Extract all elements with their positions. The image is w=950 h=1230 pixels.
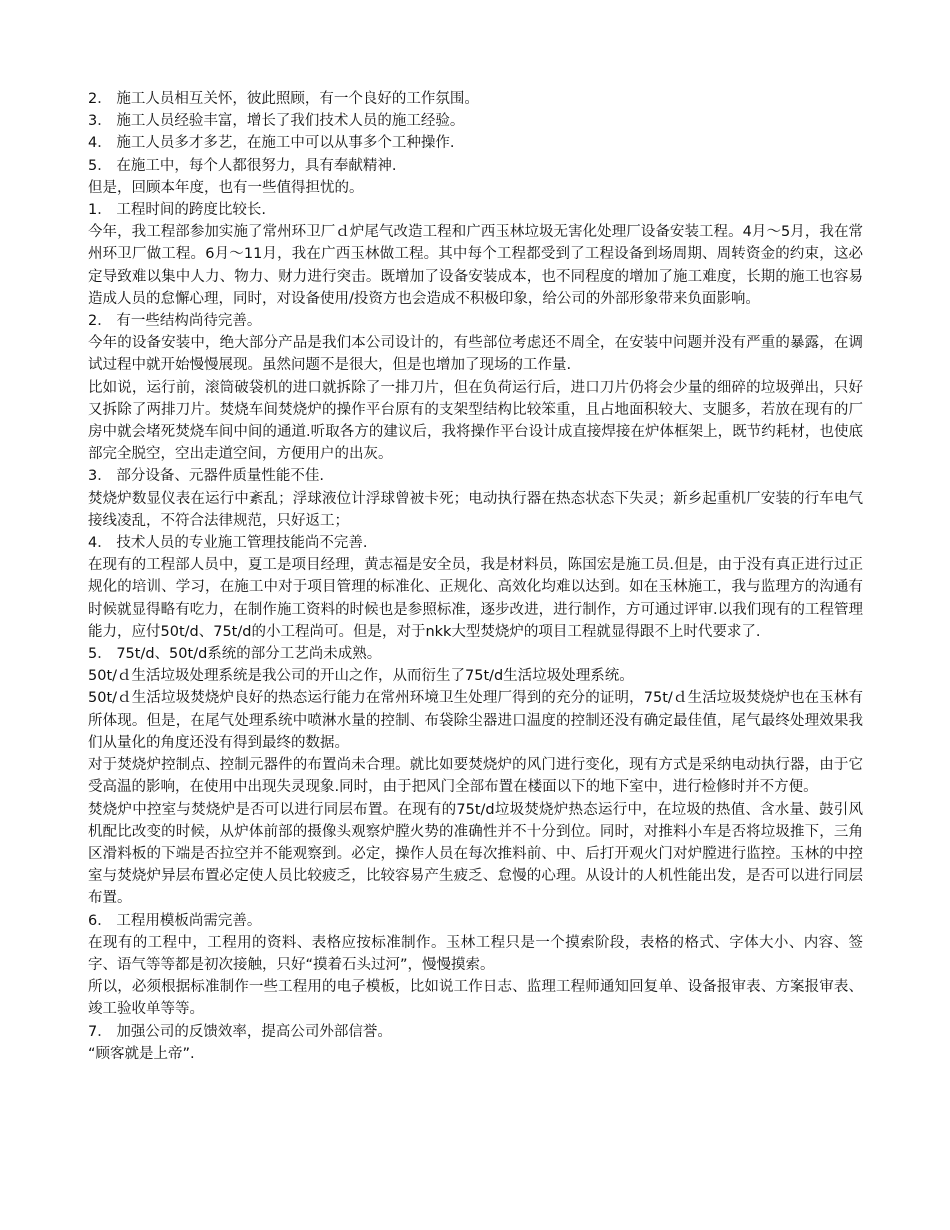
section-heading: 4． 技术人员的专业施工管理技能尚不完善. (88, 535, 368, 552)
list-item: 4． 施工人员多才多艺，在施工中可以从事多个工种操作. (88, 135, 455, 152)
section-heading: 3． 部分设备、元器件质量性能不佳. (88, 468, 324, 485)
paragraph: 在现有的工程中，工程用的资料、表格应按标准制作。玉林工程只是一个摸索阶段，表格的格式、字体大小、内容、签字、语气等等都是初次接触，只好“摸着石头过河”，慢慢摸索。 (88, 934, 863, 973)
section-heading: 6． 工程用模板尚需完善。 (88, 912, 262, 929)
paragraph: 对于焚烧炉控制点、控制元器件的布置尚未合理。就比如要焚烧炉的风门进行变化，现有方式是采纳电动执行器，由于它受高温的影响，在使用中出现失灵现象.同时，由于把风门全部布置在楼面以下的地下室中，进行检修时并不方便。 (88, 757, 863, 796)
paragraph: 焚烧炉中控室与焚烧炉是否可以进行同层布置。在现有的75t/d垃圾焚烧炉热态运行中，在垃圾的热值、含水量、鼓引风机配比改变的时候，从炉体前部的摄像头观察炉膛火势的准确性并不十分到位。同时，对推料小车是否将垃圾推下，三角区滑料板的下端是否拉空并不能观察到。必定，操作人员在每次推料前、中、后打开观火门对炉膛进行监控。玉林的中控室与焚烧炉异层布置必定使人员比较疲乏，比较容易产生疲乏、怠慢的心理。从设计的人机性能出发，是否可以进行同层布置。 (88, 801, 863, 907)
paragraph: 今年，我工程部参加实施了常州环卫厂ｄ炉尾气改造工程和广西玉林垃圾无害化处理厂设备安装工程。4月～5月，我在常州环卫厂做工程。6月～11月，我在广西玉林做工程。其中每个工程都受到了工程设备到场周期、周转资金的约束，这必定导致难以集中人力、物力、财力进行突击。既增加了设备安装成本，也不同程度的增加了施工难度，长期的施工也容易造成人员的怠懈心理，同时，对设备使用/投资方也会造成不积极印象，给公司的外部形象带来负面影响。 (88, 224, 863, 307)
paragraph: 50t/ｄ生活垃圾处理系统是我公司的开山之作，从而衍生了75t/d生活垃圾处理系统。 (88, 668, 634, 685)
section-heading: 7． 加强公司的反馈效率，提高公司外部信誉。 (88, 1023, 392, 1040)
list-item: 3． 施工人员经验丰富，增长了我们技术人员的施工经验。 (88, 113, 465, 130)
paragraph: 所以，必须根据标准制作一些工程用的电子模板，比如说工作日志、监理工程师通知回复单、设备报审表、方案报审表、竣工验收单等等。 (88, 979, 863, 1018)
section-heading: 5． 75t/d、50t/d系统的部分工艺尚未成熟。 (88, 646, 382, 663)
paragraph: “顾客就是上帝”. (88, 1045, 195, 1062)
paragraph: 在现有的工程部人员中，夏工是项目经理，黄志福是安全员，我是材料员，陈国宏是施工员.但是，由于没有真正进行过正规化的培训、学习，在施工中对于项目管理的标准化、正规化、高效化均难以达到。如在玉林施工，我与监理方的沟通有时候就显得略有吃力，在制作施工资料的时候也是参照标准，逐步改进，进行制作，方可通过评审.以我们现有的工程管理能力，应付50t/d、75t/d的小工程尚可。但是，对于nkk大型焚烧炉的项目工程就显得跟不上时代要求了. (88, 557, 863, 640)
paragraph: 今年的设备安装中，绝大部分产品是我们本公司设计的，有些部位考虑还不周全，在安装中问题并没有严重的暴露，在调试过程中就开始慢慢展现。虽然问题不是很大，但是也增加了现场的工作量. (88, 335, 863, 374)
section-heading: 2． 有一些结构尚待完善。 (88, 313, 262, 330)
list-item: 5． 在施工中，每个人都很努力，具有奉献精神. (88, 157, 397, 174)
paragraph: 但是，回顾本年度，也有一些值得担忧的。 (88, 179, 364, 196)
paragraph: 50t/ｄ生活垃圾焚烧炉良好的热态运行能力在常州环境卫生处理厂得到的充分的证明，75t/ｄ生活垃圾焚烧炉也在玉林有所体现。但是，在尾气处理系统中喷淋水量的控制、布袋除尘器进口温度的控制还没有确定最佳值，尾气最终处理效果我们从量化的角度还没有得到最终的数据。 (88, 690, 863, 751)
document-body (88, 88, 863, 1065)
paragraph: 焚烧炉数显仪表在运行中紊乱；浮球液位计浮球曾被卡死；电动执行器在热态状态下失灵；新乡起重机厂安装的行车电气接线凌乱，不符合法律规范，只好返工； (88, 490, 863, 529)
section-heading: 1． 工程时间的跨度比较长. (88, 202, 266, 219)
list-item: 2． 施工人员相互关怀，彼此照顾，有一个良好的工作氛围。 (88, 91, 479, 107)
paragraph: 比如说，运行前，滚筒破袋机的进口就拆除了一排刀片，但在负荷运行后，进口刀片仍将会少量的细碎的垃圾弹出，只好又拆除了两排刀片。焚烧车间焚烧炉的操作平台原有的支架型结构比较笨重，且占地面积较大、支腿多，若放在现有的厂房中就会堵死焚烧车间中间的通道.听取各方的建议后，我将操作平台设计成直接焊接在炉体框架上，既节约耗材，也使底部完全脱空，空出走道空间，方便用户的出灰。 (88, 379, 863, 463)
